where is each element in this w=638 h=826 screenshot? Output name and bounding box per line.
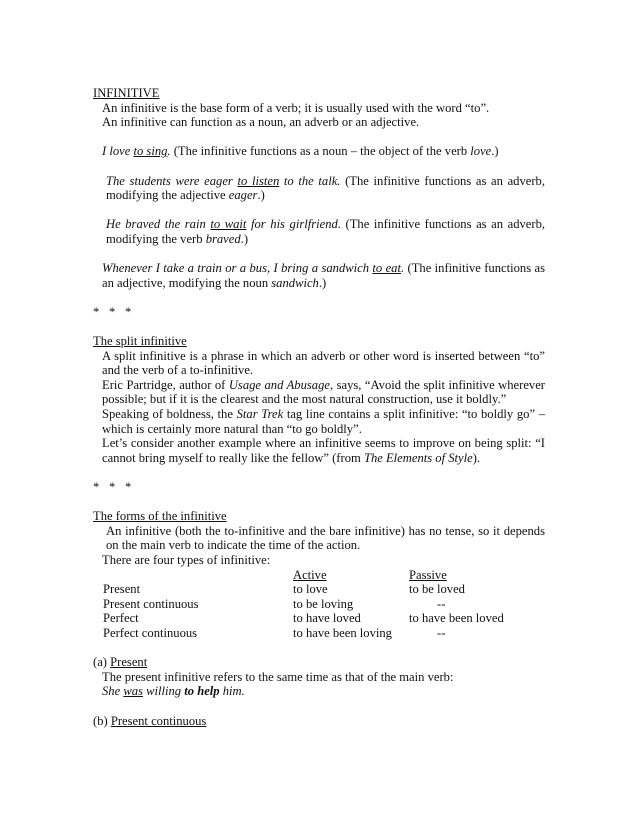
intro-line-1: An infinitive is the base form of a verb; it is usually used with the word “to”. xyxy=(102,100,490,115)
forms-paragraph-1: An infinitive (both the to-infinitive and the bare infinitive) has no tense, so it depends on the main verb to indicate the time of the action. xyxy=(106,523,545,553)
table-header-row xyxy=(93,568,504,583)
example-3-infinitive: to wait xyxy=(210,217,247,232)
column-header-passive: Passive xyxy=(409,567,447,582)
example-3: He braved the rain to wait for his girlfriend. (The infinitive functions as an adverb, modifying the verb braved.) xyxy=(106,217,546,246)
split-paragraph-3: Speaking of boldness, the Star Trek tag line contains a split infinitive: “to boldly go” – which is certainly more natural than “to go boldly”. xyxy=(102,407,545,436)
infinitive-forms-table xyxy=(93,568,504,641)
example-2-infinitive: to listen xyxy=(237,173,280,188)
page-title: INFINITIVE xyxy=(93,86,160,100)
present-text: The present infinitive refers to the same time as that of the main verb: xyxy=(102,669,454,684)
forms-paragraph-2: There are four types of infinitive: xyxy=(102,553,271,567)
split-paragraph-2: Eric Partridge, author of Usage and Abusage, says, “Avoid the split infinitive wherever possible; but if it is the clearest and the most natural construction, use it boldly.” xyxy=(102,377,546,407)
table-row: Perfect continuous to have been loving -- xyxy=(103,625,446,640)
split-paragraph-4: Let’s consider another example where an infinitive seems to improve on being split: “I cannot bring myself to really like the fellow” (from The Elements of Style). xyxy=(102,436,545,465)
example-1: I love to sing. (The infinitive functions as a noun – the object of the verb love.) xyxy=(102,144,499,159)
section-separator-2: * * * xyxy=(93,480,132,495)
split-paragraph-1: A split infinitive is a phrase in which an adverb or other word is inserted between “to” and the verb of a to-infinitive. xyxy=(102,348,545,378)
document-body xyxy=(93,86,545,728)
example-2: The students were eager to listen to the talk. (The infinitive functions as an adverb, modifying the adjective eager.) xyxy=(106,173,546,203)
intro-line-2: An infinitive can function as a noun, an adverb or an adjective. xyxy=(102,115,420,130)
example-4-infinitive: to eat xyxy=(372,261,401,276)
present-example: She was willing to help him. xyxy=(102,684,245,699)
table-row: Present to love to be loved xyxy=(103,582,465,597)
example-1-infinitive: to sing xyxy=(133,144,168,159)
present-continuous-heading: (b) Present continuous xyxy=(93,713,207,728)
table-row: Perfect to have loved to have been loved xyxy=(103,611,504,626)
present-heading: (a) Present xyxy=(93,655,148,670)
table-row: Present continuous to be loving -- xyxy=(103,596,446,611)
section-separator: * * * xyxy=(93,304,132,319)
example-4: Whenever I take a train or a bus, I bring a sandwich to eat. (The infinitive functions as an adjective, modifying the noun sandwich.) xyxy=(102,261,545,290)
forms-heading: The forms of the infinitive xyxy=(93,509,227,524)
split-infinitive-heading: The split infinitive xyxy=(93,334,187,349)
column-header-active: Active xyxy=(293,567,327,582)
